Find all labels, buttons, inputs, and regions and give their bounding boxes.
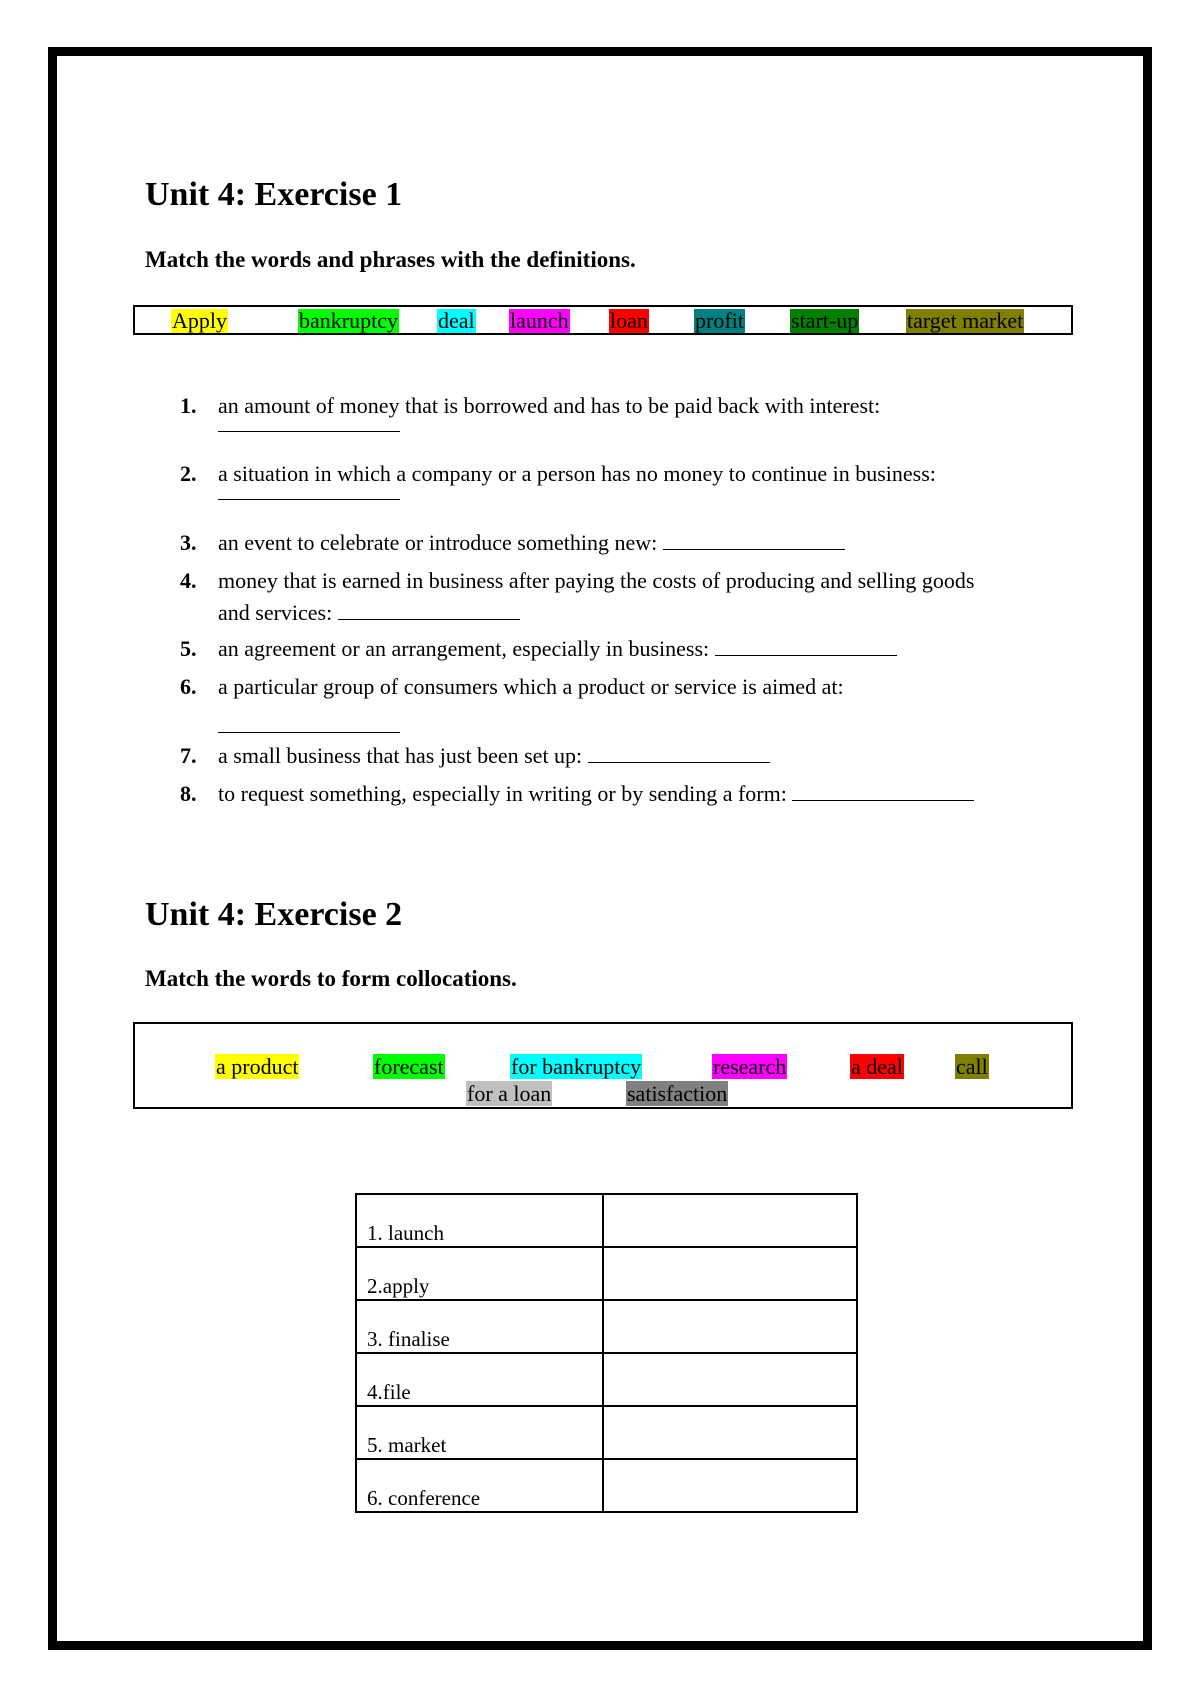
table-cell-answer[interactable] <box>603 1353 857 1406</box>
word-chip: a product <box>216 1054 299 1079</box>
definition-row <box>218 633 897 665</box>
item-number: 4. <box>180 568 197 593</box>
definition-text: a particular group of consumers which a product or service is aimed at: <box>218 674 844 699</box>
word-chip: forecast <box>374 1054 444 1079</box>
exercise1-word-box <box>133 305 1073 335</box>
table-row <box>356 1353 857 1406</box>
item-number: 3. <box>180 530 197 555</box>
table-row <box>356 1459 857 1512</box>
table-cell-answer[interactable] <box>603 1459 857 1512</box>
table-cell-answer[interactable] <box>603 1247 857 1300</box>
table-cell-word: 2.apply <box>356 1247 603 1300</box>
exercise1-heading: Unit 4: Exercise 1 <box>145 176 403 213</box>
collocation-table <box>355 1193 858 1513</box>
answer-blank[interactable] <box>218 431 400 432</box>
item-number: 7. <box>180 743 197 768</box>
item-number: 1. <box>180 393 197 418</box>
exercise2-instruction: Match the words to form collocations. <box>145 966 517 991</box>
definition-row <box>218 778 974 810</box>
definition-text: an amount of money that is borrowed and has to be paid back with interest: <box>218 393 881 418</box>
definition-text: and services: <box>218 600 333 625</box>
definition-text: to request something, especially in writing or by sending a form: <box>218 781 787 806</box>
answer-blank[interactable] <box>218 499 400 500</box>
word-chip: for a loan <box>467 1081 552 1106</box>
word-chip: a deal <box>851 1054 903 1079</box>
word-chip: start-up <box>791 308 859 333</box>
word-chip: for bankruptcy <box>511 1054 642 1079</box>
word-chip: launch <box>510 308 569 333</box>
exercise1-instruction: Match the words and phrases with the definitions. <box>145 247 636 272</box>
item-number: 2. <box>180 461 197 486</box>
answer-blank[interactable] <box>588 744 770 763</box>
table-cell-word: 3. finalise <box>356 1300 603 1353</box>
item-number: 5. <box>180 636 197 661</box>
answer-blank[interactable] <box>792 782 974 801</box>
table-row <box>356 1247 857 1300</box>
table-cell-answer[interactable] <box>603 1406 857 1459</box>
answer-blank[interactable] <box>663 531 845 550</box>
answer-blank[interactable] <box>218 732 400 733</box>
word-chip: Apply <box>172 308 227 333</box>
word-chip: call <box>956 1054 988 1079</box>
definition-row <box>218 597 520 629</box>
table-cell-answer[interactable] <box>603 1194 857 1247</box>
table-cell-word: 1. launch <box>356 1194 603 1247</box>
word-chip: research <box>713 1054 787 1079</box>
exercise2-heading: Unit 4: Exercise 2 <box>145 896 403 933</box>
table-cell-word: 6. conference <box>356 1459 603 1512</box>
word-chip: satisfaction <box>627 1081 728 1106</box>
word-chip: loan <box>610 308 648 333</box>
exercise2-word-box <box>133 1022 1073 1109</box>
definition-row <box>218 527 845 559</box>
word-chip: deal <box>438 308 475 333</box>
word-chip: target market <box>907 308 1024 333</box>
definition-text: an event to celebrate or introduce something new: <box>218 530 658 555</box>
table-cell-word: 4.file <box>356 1353 603 1406</box>
word-chip: bankruptcy <box>299 308 398 333</box>
definition-text: a small business that has just been set up: <box>218 743 583 768</box>
definition-text: a situation in which a company or a person has no money to continue in business: <box>218 461 936 486</box>
table-row <box>356 1194 857 1247</box>
definition-text: money that is earned in business after paying the costs of producing and selling goods <box>218 568 975 593</box>
word-chip: profit <box>695 308 744 333</box>
table-cell-answer[interactable] <box>603 1300 857 1353</box>
definition-row <box>218 740 770 772</box>
item-number: 8. <box>180 781 197 806</box>
answer-blank[interactable] <box>715 637 897 656</box>
table-row <box>356 1406 857 1459</box>
answer-blank[interactable] <box>338 601 520 620</box>
table-cell-word: 5. market <box>356 1406 603 1459</box>
definition-text: an agreement or an arrangement, especially in business: <box>218 636 710 661</box>
table-row <box>356 1300 857 1353</box>
item-number: 6. <box>180 674 197 699</box>
